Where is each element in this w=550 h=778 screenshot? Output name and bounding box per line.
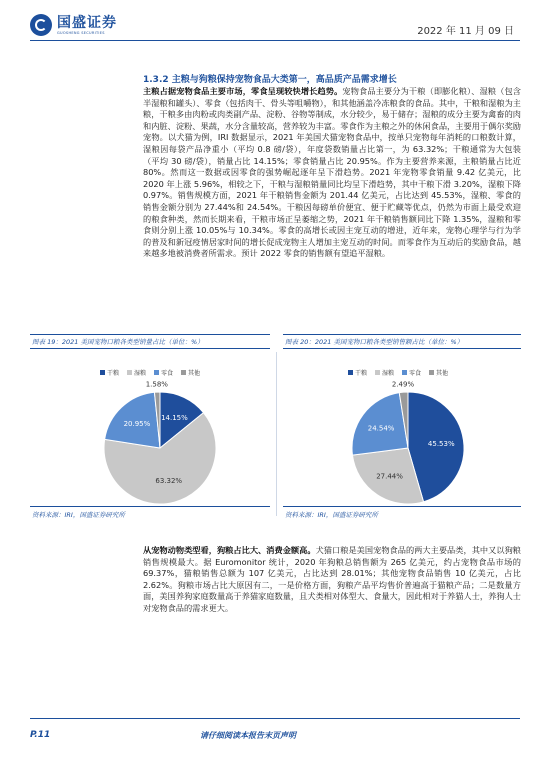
figure-19-legend	[100, 368, 200, 377]
legend-item-wet: 湿粮	[375, 368, 394, 377]
legend-swatch	[375, 370, 380, 375]
report-date: 2022 年 11 月 09 日	[417, 26, 514, 37]
figure-19-top-rule	[30, 334, 270, 335]
figure-19-caption-rule	[30, 348, 270, 349]
legend-item-snack: 零食	[154, 368, 173, 377]
logo-mark-icon	[30, 14, 52, 36]
legend-swatch	[402, 370, 407, 375]
pie-data-label: 27.44%	[376, 472, 403, 481]
pie-data-label: 45.53%	[427, 439, 455, 448]
figure-separator	[276, 352, 277, 516]
figure-19-caption: 图表 19：2021 美国宠物口粮各类型销量占比（单位：%）	[32, 338, 204, 346]
company-logo	[30, 14, 117, 36]
legend-swatch	[100, 370, 105, 375]
legend-swatch	[429, 370, 434, 375]
section-title: 1.3.2 主粮与狗粮保持宠物食品大类第一，高品质产品需求增长	[143, 75, 397, 85]
legend-swatch	[348, 370, 353, 375]
paragraph-2-lead: 从宠物动物类型看，狗粮占比大、消费金额高。	[143, 545, 316, 555]
pie-data-label: 63.32%	[155, 476, 183, 485]
legend-item-other: 其他	[181, 368, 200, 377]
legend-swatch	[154, 370, 159, 375]
header-divider	[30, 40, 520, 41]
figure-20-caption-rule	[283, 348, 521, 349]
paragraph-1-lead: 主粮占据宠物食品主要市场，零食呈现较快增长趋势。	[143, 86, 343, 96]
figure-19-source: 资料来源：IRI，国盛证券研究所	[32, 511, 125, 519]
pie-data-label: 2.49%	[391, 380, 415, 389]
legend-swatch	[181, 370, 186, 375]
pie-data-label: 24.54%	[367, 424, 395, 433]
logo-name: 国盛证券	[57, 14, 117, 31]
legend-item-dry: 干粮	[348, 368, 367, 377]
body-paragraph-2	[143, 545, 521, 615]
footer-divider	[30, 718, 520, 719]
legend-swatch	[127, 370, 132, 375]
pie-data-label: 14.15%	[161, 414, 188, 423]
legend-item-other: 其他	[429, 368, 448, 377]
legend-item-snack: 零食	[402, 368, 421, 377]
paragraph-2-body: 犬猫口粮是美国宠物食品的两大主要品类，其中又以狗粮销售规模最大。据 Euromonitor 统计，2020 年狗粮总销售额为 265 亿美元，约占宠物食品市场的 69.37%，猫粮销售总额为 107 亿美元，占比达到 28.01%；其他宠物食品销售 10 亿美元，占比 2.62%。狗粮市场占比大原因有二，一是价格方面，狗粮产品平均售价普遍高于猫粮产品；二是数量方面，美国养狗家庭数量高于养猫家庭数量，且犬类相对体型大、食量大，因此相对于养猫人士，养狗人士对宠物食品的需求更大。	[143, 545, 521, 613]
figure-20-caption: 图表 20：2021 美国宠物口粮各类型销售额占比（单位：%）	[285, 338, 464, 346]
figure-20-bottom-rule	[283, 506, 521, 507]
pie-chart-sales-value	[308, 380, 508, 512]
pie-data-label: 20.95%	[123, 420, 151, 429]
body-paragraph-1	[143, 86, 521, 260]
figure-20-source: 资料来源：IRI，国盛证券研究所	[285, 511, 378, 519]
pie-chart-sales-volume	[60, 380, 260, 512]
logo-subtitle: GUOSHENG SECURITIES	[57, 30, 105, 35]
legend-item-dry: 干粮	[100, 368, 119, 377]
figure-19-bottom-rule	[30, 506, 270, 507]
figure-20-top-rule	[283, 334, 521, 335]
page-number: P.11	[30, 730, 51, 740]
figure-20-legend	[348, 368, 448, 377]
footer-disclaimer: 请仔细阅读本报告末页声明	[200, 731, 296, 740]
pie-data-label: 1.58%	[145, 380, 168, 389]
legend-item-wet: 湿粮	[127, 368, 146, 377]
paragraph-1-body: 宠物食品主要分为干粮（即膨化粮）、湿粮（包含半湿粮和罐头）、零食（包括肉干、骨头等咀嚼物），和其他涵盖冷冻粮食的食品。其中，干粮和湿粮为主粮，干粮多由肉粉或肉类副产品、淀粉、谷物等制成，水分较少，易于储存；湿粮的成分主要为禽畜的肉和内脏、淀粉、果蔬，水分含量较高，营养较为丰富。零食作为主粮之外的休闲食品，主要用于偶尔奖励宠物。以犬猫为例，IRI 数据显示，2021 年美国犬猫宠物食品中，按单只宠物每年消耗的口粮数计算，湿粮因每袋产品净重小（平均 0.8 磅/袋），年度袋数销量占比第一，为 63.32%；干粮通常为大包装（平均 30 磅/袋），销量占比 14.15%；零食销量占比 20.95%。作为主要营养来源，主粮销量占比近 80%。然而这一数据或因零食的强势崛起逐年呈下滑趋势。2021 年宠物零食销量 9.42 亿美元，比 2020 年上涨 5.96%，相较之下，干粮与湿粮销量同比均呈下滑趋势，其中干粮下滑 3.20%，湿粮下降 0.97%。销售规模方面，2021 年干粮销售金额为 201.44 亿美元，占比达到 45.53%，湿粮、零食的销售金额分别为 27.44%和 24.54%。干粮因每磅单价便宜、便于贮藏等优点，仍然为市面上最受欢迎的粮食种类，然而长期来看，干粮市场正呈萎缩之势，2021 年干粮销售额同比下降 1.35%，湿粮和零食则分别上涨 10.05%与 10.34%。零食的高增长或因主宠互动的增进，近年来，宠物心理学与行为学的普及和新冠疫情居家时间的增长促成宠物主人增加主宠互动的时间。而零食作为互动后的奖励食品，越来越多地被消费者所需求。预计 2022 零食的销售额有望追平湿粮。	[143, 86, 521, 259]
